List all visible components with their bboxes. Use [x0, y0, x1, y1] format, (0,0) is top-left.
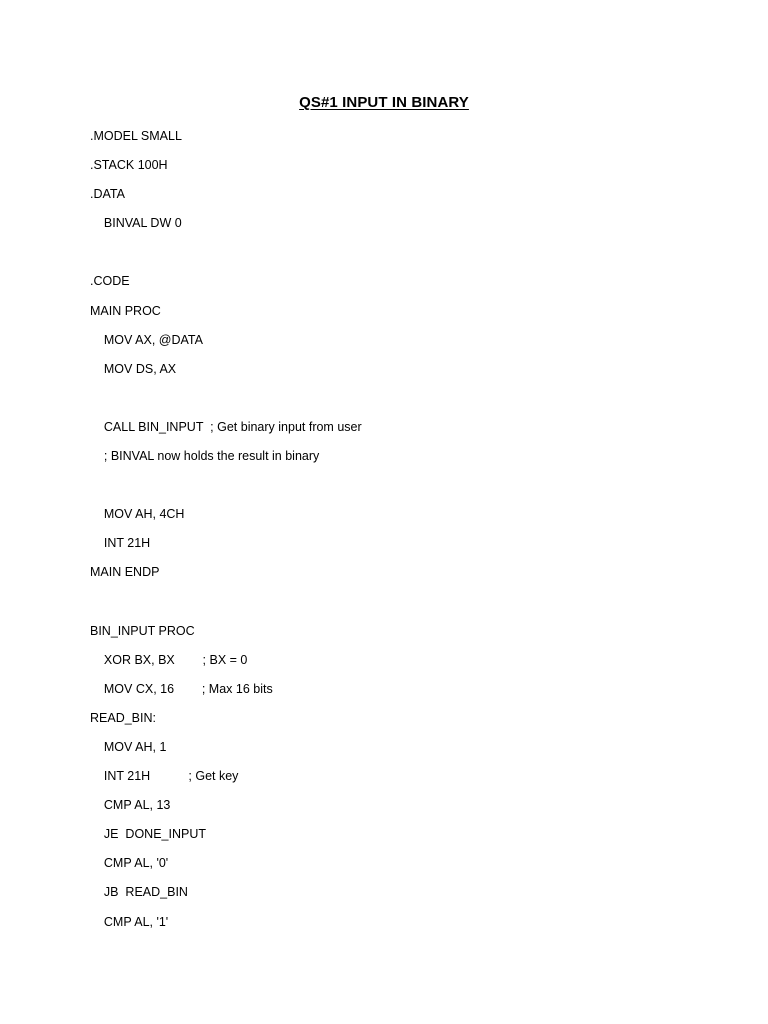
- document-title: QS#1 INPUT IN BINARY: [299, 94, 469, 111]
- code-line-blank: [90, 591, 710, 620]
- code-line: MAIN ENDP: [90, 565, 160, 580]
- code-line: .DATA: [90, 187, 125, 202]
- code-line-blank: [90, 241, 710, 270]
- code-listing: [90, 125, 710, 940]
- code-line: XOR BX, BX ; BX = 0: [90, 652, 248, 667]
- code-line: CMP AL, '1': [90, 914, 169, 929]
- code-line-blank: [90, 474, 710, 503]
- code-line: CMP AL, 13: [90, 798, 171, 813]
- code-line: MOV DS, AX: [90, 361, 177, 376]
- code-line: INT 21H: [90, 536, 151, 551]
- code-line: CALL BIN_INPUT ; Get binary input from user: [90, 419, 362, 434]
- code-line: JE DONE_INPUT: [90, 827, 206, 842]
- code-line: .CODE: [90, 274, 130, 289]
- code-line: MAIN PROC: [90, 303, 161, 318]
- code-comment-line: ; BINVAL now holds the result in binary: [90, 449, 320, 464]
- code-label-line: READ_BIN:: [90, 710, 156, 725]
- code-line-blank: [90, 387, 710, 416]
- code-line: INT 21H ; Get key: [90, 769, 239, 784]
- code-line: MOV AX, @DATA: [90, 332, 203, 347]
- code-line: .MODEL SMALL: [90, 129, 182, 143]
- code-line: JB READ_BIN: [90, 885, 188, 900]
- code-line: BINVAL DW 0: [90, 216, 182, 231]
- code-line: .STACK 100H: [90, 158, 168, 173]
- code-line: MOV AH, 1: [90, 739, 167, 754]
- code-line: CMP AL, '0': [90, 856, 169, 871]
- code-line: MOV CX, 16 ; Max 16 bits: [90, 681, 273, 696]
- code-line: BIN_INPUT PROC: [90, 623, 195, 638]
- code-line: MOV AH, 4CH: [90, 507, 185, 522]
